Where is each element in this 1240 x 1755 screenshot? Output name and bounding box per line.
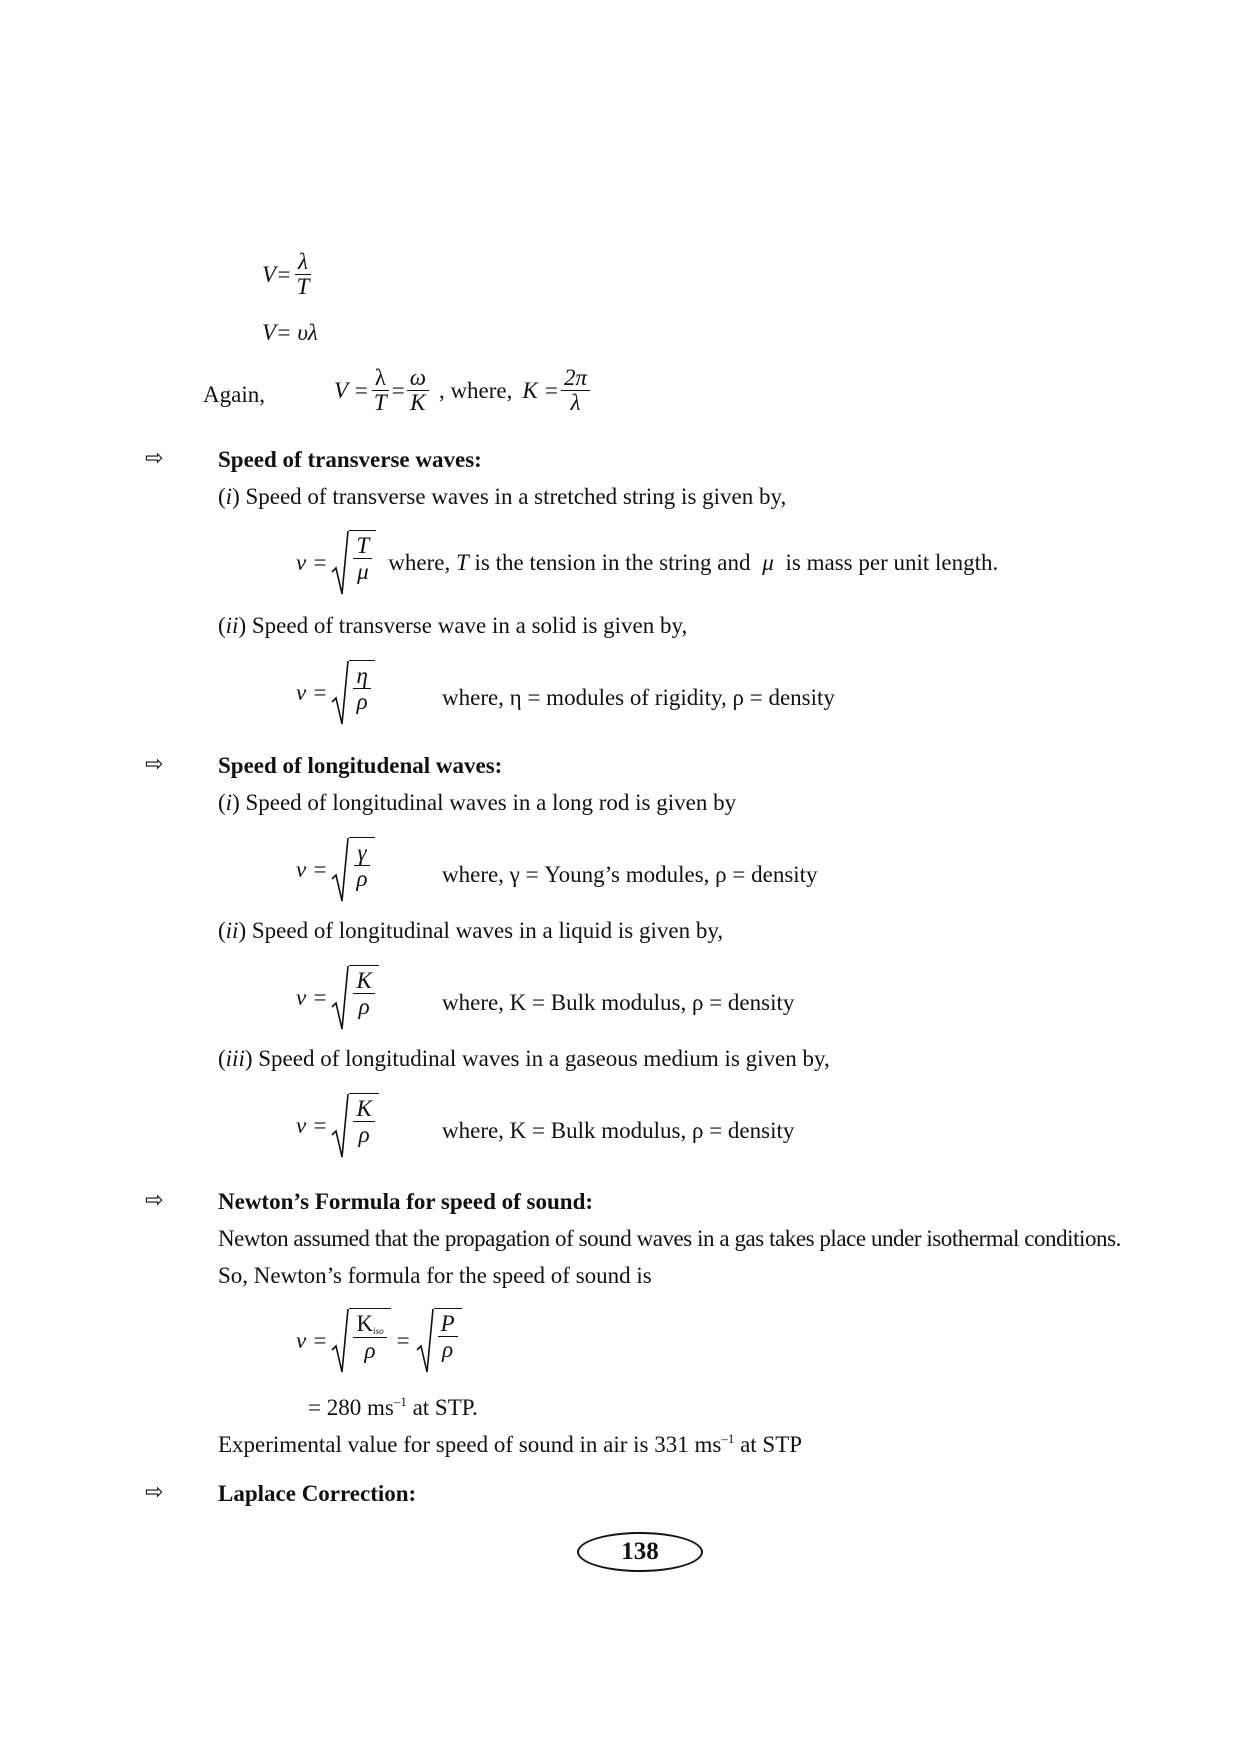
newton-result: = 280 $ms^{-1}$ at STP. <box>308 1394 478 1420</box>
radical-sign <box>331 837 349 903</box>
denominator: ρ <box>364 1337 376 1363</box>
item-text: ) Speed of transverse waves in a stretched string is given by, <box>232 484 787 509</box>
where-description: where, γ = Young’s modules, ρ = density <box>442 862 818 887</box>
equation-v-omega-over-k <box>334 366 592 415</box>
transverse-item-1: (i) Speed of transverse waves in a stretched string is given by, <box>218 484 787 509</box>
denominator: ρ <box>358 1122 370 1148</box>
square-root <box>331 837 374 903</box>
item-text: ) Speed of transverse wave in a solid is given by, <box>238 613 688 638</box>
equation-v-sqrt-k-rho-gas <box>296 1093 379 1159</box>
item-number: ii <box>225 918 239 943</box>
radical-sign <box>331 965 349 1031</box>
numerator: T <box>353 533 372 559</box>
page-number: 138 <box>577 1532 703 1572</box>
longitudinal-item-1: (i) Speed of longitudinal waves in a long rod is given by <box>218 790 737 815</box>
denominator: ρ <box>356 866 368 892</box>
equation-v-sqrt-t-mu <box>296 530 998 596</box>
denominator: K <box>410 390 426 416</box>
section-heading-transverse: Speed of transverse waves: <box>218 447 482 472</box>
equals-sign: = <box>396 1328 410 1353</box>
numerator: ω <box>407 366 429 391</box>
square-root <box>331 530 376 596</box>
numerator: γ <box>354 840 369 866</box>
equation-lhs: v = <box>296 985 328 1010</box>
numerator: η <box>353 663 370 689</box>
newton-paragraph-2: So, Newton’s formula for the speed of sound is <box>218 1263 652 1288</box>
equation-v-sqrt-k-rho <box>296 965 379 1031</box>
equation-lhs: v = <box>296 1328 328 1353</box>
item-number: iii <box>225 1046 245 1071</box>
equation-v-lambda-over-t <box>262 250 314 299</box>
radical-sign <box>331 660 349 726</box>
equation-lhs: V= <box>262 261 292 287</box>
newton-paragraph-1: Newton assumed that the propagation of sound waves in a gas takes place under isothermal conditions. <box>218 1226 1121 1251</box>
square-root <box>331 660 374 726</box>
item-text: ) Speed of longitudinal waves in a long rod is given by <box>232 790 737 815</box>
numerator: 2π <box>561 366 590 391</box>
equals-sign: = <box>391 377 405 403</box>
fraction <box>294 250 313 299</box>
equation-v-sqrt-eta-rho <box>296 660 375 726</box>
bullet-arrow-icon: ⇨ <box>145 1480 164 1505</box>
equation-lhs: v = <box>296 857 328 882</box>
numerator: P <box>438 1311 458 1337</box>
numerator: K <box>353 968 374 994</box>
item-number: ii <box>225 613 239 638</box>
radical-sign <box>331 530 349 596</box>
square-root <box>331 965 378 1031</box>
item-text: ) Speed of longitudinal waves in a gaseous medium is given by, <box>244 1046 830 1071</box>
equation-newton-formula <box>296 1308 462 1374</box>
item-number: i <box>225 790 233 815</box>
where-description: where, K = Bulk modulus, ρ = density <box>442 1118 795 1143</box>
radical-sign <box>416 1308 434 1374</box>
where-description: where, K = Bulk modulus, ρ = density <box>442 990 795 1015</box>
numerator: K <box>353 1096 374 1122</box>
item-text: ) Speed of longitudinal waves in a liquid is given by, <box>238 918 724 943</box>
numerator: λ <box>372 366 389 391</box>
fraction-2pi-lambda <box>561 366 590 415</box>
denominator: ρ <box>358 994 370 1020</box>
denominator: T <box>373 390 387 416</box>
equation-v-sqrt-gamma-rho <box>296 837 375 903</box>
square-root <box>331 1308 390 1374</box>
equation-v-nu-lambda: V= υλ <box>262 320 318 345</box>
where-label: , where, <box>438 377 513 403</box>
square-root <box>331 1093 378 1159</box>
bullet-arrow-icon: ⇨ <box>145 752 164 777</box>
equation-lhs: V = <box>334 377 369 403</box>
fraction-omega-k <box>407 366 429 415</box>
transverse-item-2: (ii) Speed of transverse wave in a solid is given by, <box>218 613 688 638</box>
where-description: where, T is the tension in the string and μ is mass per unit length. <box>388 550 999 575</box>
bullet-arrow-icon: ⇨ <box>145 446 164 471</box>
experimental-value: Experimental value for speed of sound in air is 331 $ms^{-1}$ at STP <box>218 1431 803 1457</box>
item-number: i <box>225 484 233 509</box>
k-lhs: K = <box>522 377 559 403</box>
section-heading-laplace: Laplace Correction: <box>218 1481 417 1506</box>
again-label: Again, <box>203 382 265 407</box>
section-heading-longitudinal: Speed of longitudenal waves: <box>218 753 503 778</box>
numerator: λ <box>295 250 311 275</box>
denominator: ρ <box>442 1337 454 1363</box>
radical-sign <box>331 1308 349 1374</box>
numerator: $K_{iso}$ <box>353 1311 386 1338</box>
section-heading-newton: Newton’s Formula for speed of sound: <box>218 1189 594 1214</box>
equation-lhs: v = <box>296 680 328 705</box>
where-description: where, η = modules of rigidity, ρ = density <box>442 685 835 710</box>
equation-lhs: v = <box>296 1113 328 1138</box>
fraction-lambda-t <box>371 366 390 415</box>
denominator: ρ <box>356 689 368 715</box>
bullet-arrow-icon: ⇨ <box>145 1188 164 1213</box>
longitudinal-item-2: (ii) Speed of longitudinal waves in a liquid is given by, <box>218 918 724 943</box>
square-root <box>416 1308 462 1374</box>
equation-lhs: v = <box>296 550 328 575</box>
longitudinal-item-3: (iii) Speed of longitudinal waves in a gaseous medium is given by, <box>218 1046 830 1071</box>
denominator: μ <box>357 559 369 585</box>
denominator: λ <box>570 390 581 416</box>
denominator: T <box>296 274 310 300</box>
radical-sign <box>331 1093 349 1159</box>
